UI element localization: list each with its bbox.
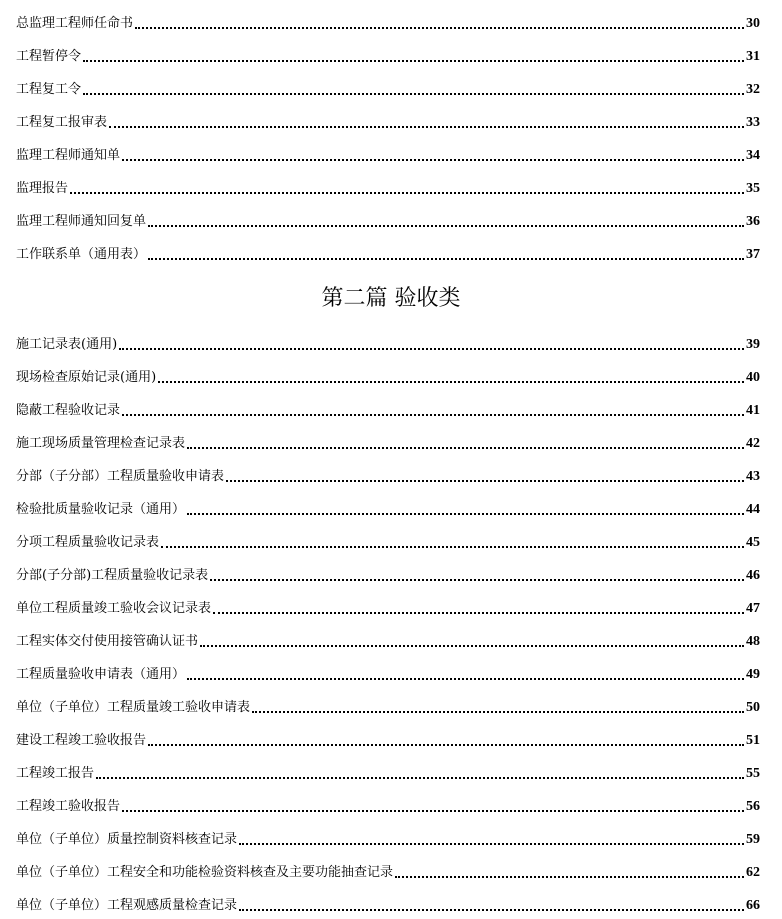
- toc-entry-title: 监理工程师通知单: [16, 148, 121, 163]
- toc-entry-page-number: 46: [746, 568, 760, 583]
- toc-entry-title: 工程复工报审表: [16, 115, 108, 130]
- toc-entry-title: 建设工程竣工验收报告: [16, 733, 147, 748]
- toc-entry[interactable]: [16, 399, 760, 419]
- dot-leader: [148, 744, 744, 746]
- dot-leader: [187, 447, 744, 449]
- dot-leader: [161, 546, 744, 548]
- toc-entry[interactable]: [16, 210, 760, 230]
- dot-leader: [122, 810, 744, 812]
- toc-entry-page-number: 51: [746, 733, 760, 748]
- toc-entry[interactable]: [16, 144, 760, 164]
- toc-entry-page-number: 35: [746, 181, 760, 196]
- toc-entry-title: 隐蔽工程验收记录: [16, 403, 121, 418]
- dot-leader: [239, 909, 744, 911]
- dot-leader: [122, 414, 744, 416]
- dot-leader: [395, 876, 744, 878]
- toc-entry[interactable]: [16, 630, 760, 650]
- dot-leader: [96, 777, 744, 779]
- toc-entry[interactable]: [16, 12, 760, 32]
- toc-entry-title: 监理工程师通知回复单: [16, 214, 147, 229]
- dot-leader: [226, 480, 744, 482]
- toc-entry-title: 施工记录表(通用): [16, 337, 118, 352]
- toc-entry-title: 单位（子单位）质量控制资料核查记录: [16, 832, 238, 847]
- toc-entry-page-number: 49: [746, 667, 760, 682]
- toc-entry-page-number: 39: [746, 337, 760, 352]
- toc-entry[interactable]: [16, 366, 760, 386]
- toc-entry-title: 单位工程质量竣工验收会议记录表: [16, 601, 212, 616]
- toc-entry-page-number: 41: [746, 403, 760, 418]
- toc-entry-page-number: 55: [746, 766, 760, 781]
- toc-entry-page-number: 43: [746, 469, 760, 484]
- dot-leader: [239, 843, 744, 845]
- toc-entry-title: 现场检查原始记录(通用): [16, 370, 157, 385]
- toc-entry-title: 工程质量验收申请表（通用）: [16, 667, 186, 682]
- toc-entry[interactable]: [16, 45, 760, 65]
- dot-leader: [148, 258, 744, 260]
- toc-entry-page-number: 40: [746, 370, 760, 385]
- toc-entry[interactable]: [16, 663, 760, 683]
- toc-entry-page-number: 42: [746, 436, 760, 451]
- toc-entry-title: 工作联系单（通用表）: [16, 247, 147, 262]
- toc-entry-title: 检验批质量验收记录（通用）: [16, 502, 186, 517]
- toc-entry-title: 工程竣工报告: [16, 766, 95, 781]
- dot-leader: [70, 192, 744, 194]
- toc-entry-page-number: 32: [746, 82, 760, 97]
- toc-entry[interactable]: [16, 861, 760, 881]
- toc-entry-page-number: 33: [746, 115, 760, 130]
- toc-entry-page-number: 36: [746, 214, 760, 229]
- toc-entry[interactable]: [16, 432, 760, 452]
- toc-entry[interactable]: [16, 795, 760, 815]
- dot-leader: [119, 348, 744, 350]
- dot-leader: [210, 579, 744, 581]
- toc-entry-title: 分项工程质量验收记录表: [16, 535, 160, 550]
- dot-leader: [187, 513, 744, 515]
- toc-entry-title: 工程复工令: [16, 82, 82, 97]
- dot-leader: [158, 381, 744, 383]
- toc-entry-title: 施工现场质量管理检查记录表: [16, 436, 186, 451]
- toc-entry[interactable]: [16, 828, 760, 848]
- dot-leader: [109, 126, 744, 128]
- toc-entry[interactable]: [16, 564, 760, 584]
- toc-entry-title: 分部(子分部)工程质量验收记录表: [16, 568, 209, 583]
- toc-entry-page-number: 34: [746, 148, 760, 163]
- dot-leader: [200, 645, 744, 647]
- dot-leader: [213, 612, 744, 614]
- toc-entry[interactable]: [16, 465, 760, 485]
- toc-entry-title: 单位（子单位）工程安全和功能检验资料核查及主要功能抽查记录: [16, 865, 394, 880]
- section-heading: 第二篇 验收类: [321, 286, 461, 311]
- toc-entry[interactable]: [16, 696, 760, 716]
- dot-leader: [148, 225, 744, 227]
- dot-leader: [83, 60, 744, 62]
- toc-entry-page-number: 44: [746, 502, 760, 517]
- toc-entry-page-number: 56: [746, 799, 760, 814]
- toc-entry[interactable]: [16, 177, 760, 197]
- dot-leader: [187, 678, 744, 680]
- toc-entry-title: 分部（子分部）工程质量验收申请表: [16, 469, 225, 484]
- toc-entry-title: 工程暂停令: [16, 49, 82, 64]
- toc-entry[interactable]: [16, 78, 760, 98]
- dot-leader: [122, 159, 744, 161]
- toc-entry-page-number: 50: [746, 700, 760, 715]
- toc-entry[interactable]: [16, 531, 760, 551]
- toc-entry[interactable]: [16, 111, 760, 131]
- toc-entry-page-number: 37: [746, 247, 760, 262]
- toc-entry-page-number: 30: [746, 16, 760, 31]
- toc-entry-page-number: 48: [746, 634, 760, 649]
- toc-entry[interactable]: [16, 729, 760, 749]
- toc-entry-title: 单位（子单位）工程质量竣工验收申请表: [16, 700, 251, 715]
- toc-entry-page-number: 59: [746, 832, 760, 847]
- toc-entry[interactable]: [16, 498, 760, 518]
- toc-entry-title: 监理报告: [16, 181, 69, 196]
- toc-entry-page-number: 31: [746, 49, 760, 64]
- toc-entry-page-number: 62: [746, 865, 760, 880]
- toc-entry[interactable]: [16, 597, 760, 617]
- toc-entry-page-number: 45: [746, 535, 760, 550]
- toc-entry[interactable]: [16, 333, 760, 353]
- toc-entry-title: 工程实体交付使用接管确认证书: [16, 634, 199, 649]
- toc-entry-page-number: 47: [746, 601, 760, 616]
- toc-entry[interactable]: [16, 762, 760, 782]
- dot-leader: [252, 711, 744, 713]
- toc-entry-title: 总监理工程师任命书: [16, 16, 134, 31]
- toc-entry-page-number: 66: [746, 898, 760, 913]
- toc-entry[interactable]: [16, 243, 760, 263]
- toc-entry[interactable]: [16, 894, 760, 914]
- dot-leader: [83, 93, 744, 95]
- dot-leader: [135, 27, 744, 29]
- toc-entry-title: 单位（子单位）工程观感质量检查记录: [16, 898, 238, 913]
- toc-entry-title: 工程竣工验收报告: [16, 799, 121, 814]
